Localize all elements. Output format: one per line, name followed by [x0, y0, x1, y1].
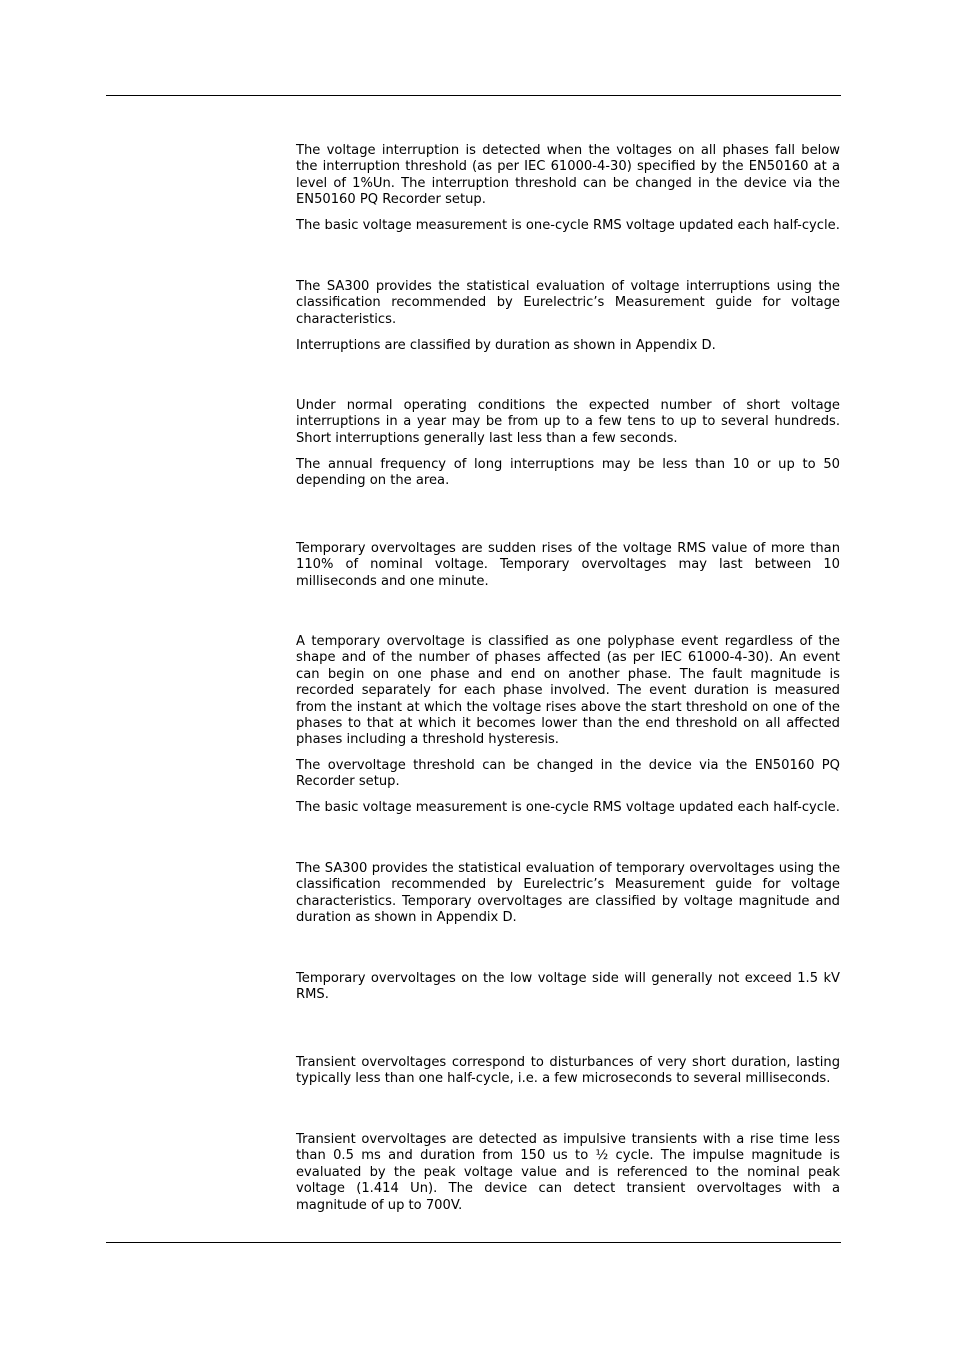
paragraph-overvoltage-indicative-values: Temporary overvoltages on the low voltage side will generally not exceed 1.5 kV RMS.	[296, 971, 840, 1003]
paragraph-interruption-detection: The voltage interruption is detected when the voltages on all phases fall below the interruption threshold (as per IEC 61000-4-30) specified by the EN50160 at a level of 1%Un. The interruption threshold can be changed in the device via the EN50160 PQ Recorder setup.	[296, 143, 840, 208]
paragraph-transient-detection: Transient overvoltages are detected as impulsive transients with a rise time less than 0.5 ms and duration from 150 us to ½ cycle. The impulse magnitude is evaluated by the peak voltage value and is referenced to the nominal peak voltage (1.414 Un). The device can detect transient overvoltages with a magnitude of up to 700V.	[296, 1132, 840, 1213]
paragraph-interruption-classification: Interruptions are classified by duration as shown in Appendix D.	[296, 338, 716, 353]
header-rule	[106, 95, 841, 96]
paragraph-interruption-frequency: Under normal operating conditions the expected number of short voltage interruptions in a year may be from up to a few tens to up to several hundreds. Short interruptions generally last less than a few seconds.	[296, 398, 840, 446]
paragraph-temporary-overvoltage-definition: Temporary overvoltages are sudden rises of the voltage RMS value of more than 110% of nominal voltage. Temporary overvoltages may last between 10 milliseconds and one minute.	[296, 541, 840, 589]
paragraph-interruption-measurement: The basic voltage measurement is one-cycle RMS voltage updated each half-cycle.	[296, 218, 840, 233]
paragraph-interruption-evaluation: The SA300 provides the statistical evaluation of voltage interruptions using the classification recommended by Eurelectric’s Measurement guide for voltage characteristics.	[296, 279, 840, 327]
footer-rule	[106, 1242, 841, 1243]
paragraph-overvoltage-threshold: The overvoltage threshold can be changed in the device via the EN50160 PQ Recorder setup.	[296, 758, 840, 790]
paragraph-temporary-overvoltage-detection: A temporary overvoltage is classified as one polyphase event regardless of the shape and of the number of phases affected (as per IEC 61000-4-30). An event can begin on one phase and end on another phase. The fault magnitude is recorded separately for each phase involved. The event duration is measured from the instant at which the voltage rises above the start threshold on one of the phases to that at which it becomes lower than the end threshold on all affected phases including a threshold hysteresis.	[296, 634, 840, 748]
paragraph-transient-definition: Transient overvoltages correspond to disturbances of very short duration, lasting typically less than one half-cycle, i.e. a few microseconds to several milliseconds.	[296, 1055, 840, 1087]
paragraph-overvoltage-evaluation: The SA300 provides the statistical evaluation of temporary overvoltages using the classification recommended by Eurelectric’s Measurement guide for voltage characteristics. Temporary overvoltages are classified by voltage magnitude and duration as shown in Appendix D.	[296, 861, 840, 926]
paragraph-overvoltage-measurement: The basic voltage measurement is one-cycle RMS voltage updated each half-cycle.	[296, 800, 840, 815]
paragraph-long-interruptions: The annual frequency of long interruptions may be less than 10 or up to 50 depending on the area.	[296, 457, 840, 489]
